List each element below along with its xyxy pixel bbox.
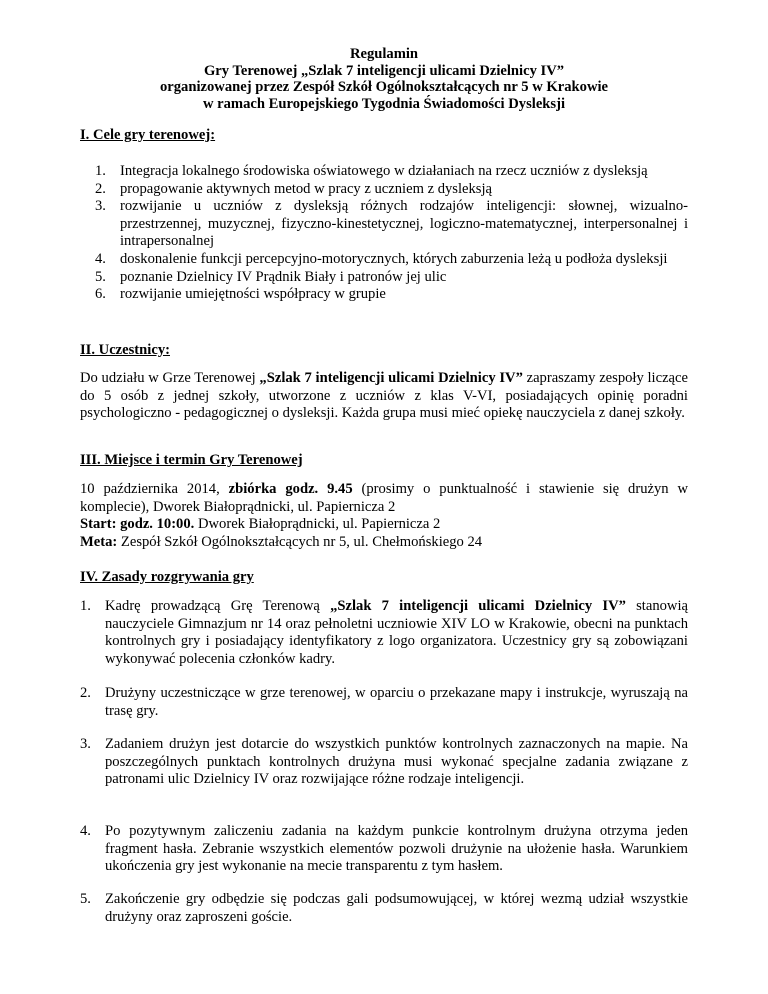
- title-line-1: Regulamin: [349, 46, 419, 62]
- list-item: 5. poznanie Dzielnicy IV Prądnik Biały i patronów jej ulic: [95, 268, 447, 285]
- goals-list: [95, 163, 688, 304]
- rules-list: [80, 823, 688, 876]
- list-item: 4. doskonalenie funkcji percepcyjno-motorycznych, których zaburzenia leżą u podłoża dysleksji: [95, 250, 668, 267]
- title-line-4: w ramach Europejskiego Tygodnia Świadomości Dysleksji: [202, 95, 566, 112]
- title-line-2: Gry Terenowej „Szlak 7 inteligencji ulicami Dzielnicy IV”: [203, 62, 565, 79]
- list-item: 3. rozwijanie u uczniów z dysleksją różnych rodzajów inteligencji: słownej, wizualno-przestrzennej, muzycznej, fizyczno-kinestetycznej, logiczno-matematycznej, interpersonalnej i intrapersonalnej: [95, 198, 688, 250]
- start-line: Start: godz. 10:00. Dworek Białoprądnicki, ul. Papiernicza 2: [80, 516, 441, 533]
- date-line: 10 października 2014, zbiórka godz. 9.45 (prosimy o punktualność i stawienie się drużyn w komplecie), Dworek Białoprądnicki, ul. Papiernicza 2: [80, 481, 688, 515]
- list-item: 2. Drużyny uczestniczące w grze terenowej, w oparciu o przekazane mapy i instrukcje, wyruszają na trasę gry.: [80, 685, 688, 719]
- list-item: 1. Kadrę prowadzącą Grę Terenową „Szlak 7 inteligencji ulicami Dzielnicy IV” stanowią nauczyciele Gimnazjum nr 14 oraz pełnoletni uczniowie XIV LO w Krakowie, obecni na punktach kontrolnych gry i posiadający identyfikatory z logo organizatora. Uczestnicy gry są zobowiązani wykonywać polecenia członków kadry.: [80, 598, 688, 667]
- rules-list: [80, 891, 688, 926]
- section-1-heading: I. Cele gry terenowej:: [80, 127, 216, 143]
- rules-list: [80, 736, 688, 789]
- document-title: [80, 46, 688, 112]
- rules-list: [80, 598, 688, 668]
- finish-line: Meta: Zespół Szkół Ogólnokształcących nr 5, ul. Chełmońskiego 24: [80, 533, 483, 550]
- title-line-3: organizowanej przez Zespół Szkół Ogólnokształcących nr 5 w Krakowie: [159, 79, 609, 95]
- list-item: 5. Zakończenie gry odbędzie się podczas gali podsumowującej, w której wezmą udział wszystkie drużyny oraz zaproszeni goście.: [80, 891, 688, 925]
- section-2-heading: II. Uczestnicy:: [80, 342, 170, 358]
- section-4-heading: IV. Zasady rozgrywania gry: [80, 569, 254, 585]
- section-3-heading: III. Miejsce i termin Gry Terenowej: [80, 452, 303, 468]
- participants-paragraph: Do udziału w Grze Terenowej „Szlak 7 inteligencji ulicami Dzielnicy IV” zapraszamy zespoły liczące do 5 osób z jednej szkoły, utworzone z uczniów z klas V-VI, posiadających opinię poradni psychologiczno - pedagogicznej o dysleksji. Każda grupa musi mieć opiekę nauczyciela z danej szkoły.: [80, 370, 688, 422]
- list-item: 4. Po pozytywnym zaliczeniu zadania na każdym punkcie kontrolnym drużyna otrzyma jeden fragment hasła. Zebranie wszystkich elementów pozwoli drużynie na ułożenie hasła. Warunkiem ukończenia gry jest wykonanie na mecie transparentu z tym hasłem.: [80, 823, 688, 875]
- place-and-date: [80, 481, 688, 551]
- rules-list: [80, 685, 688, 720]
- list-item: 6. rozwijanie umiejętności współpracy w grupie: [95, 286, 386, 303]
- list-item: 3. Zadaniem drużyn jest dotarcie do wszystkich punktów kontrolnych zaznaczonych na mapie. Na poszczególnych punktach kontrolnych drużyna musi wykonać specjalne zadania związane z patronami ulic Dzielnicy IV oraz rozwijające różne rodzaje inteligencji.: [80, 736, 688, 788]
- list-item: 2. propagowanie aktywnych metod w pracy z uczniem z dysleksją: [95, 180, 493, 197]
- list-item: 1. Integracja lokalnego środowiska oświatowego w działaniach na rzecz uczniów z dysleksją: [95, 163, 648, 179]
